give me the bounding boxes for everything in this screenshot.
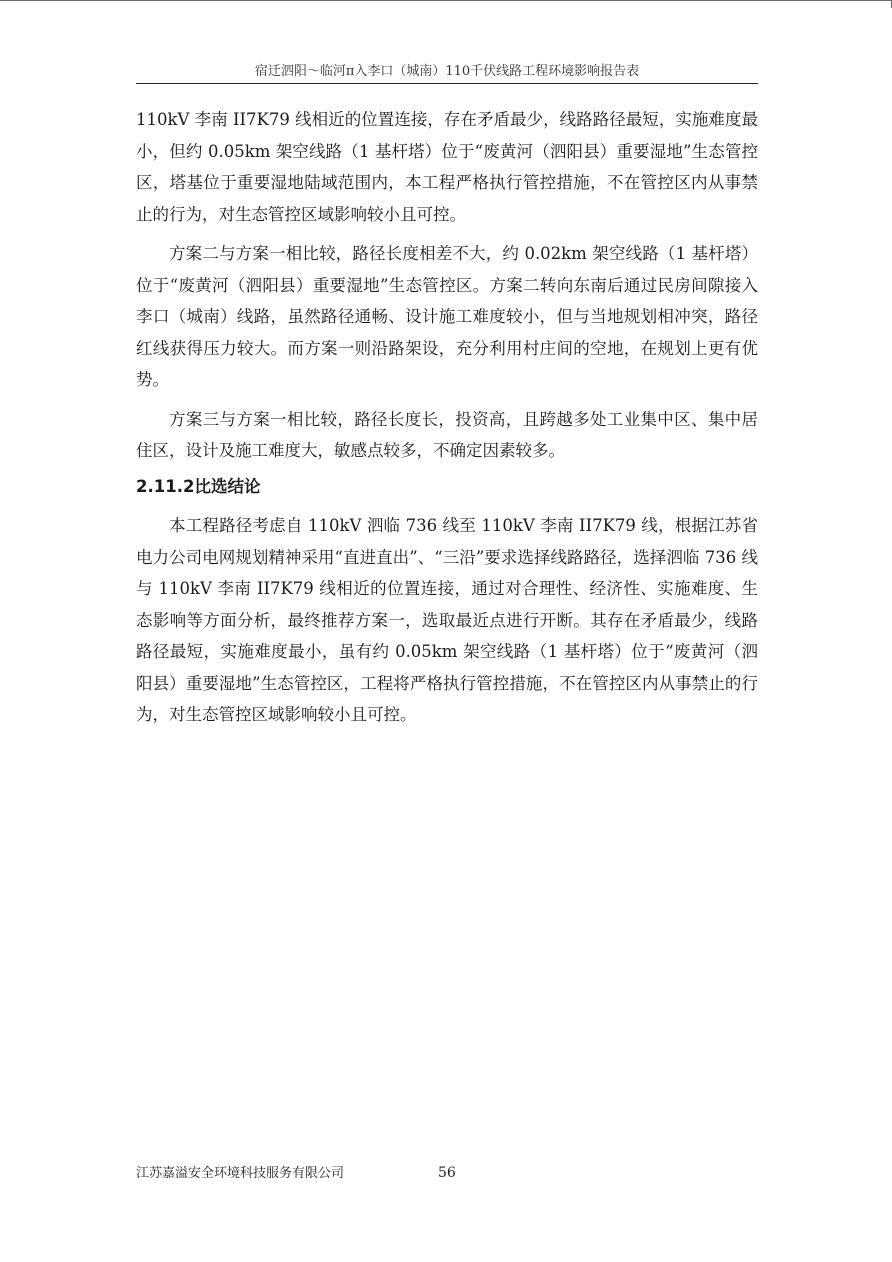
paragraph-scheme-two: 方案二与方案一相比较，路径长度相差不大，约 0.02km 架空线路（1 基杆塔）位于“废黄河（泗阳县）重要湿地”生态管控区。方案二转向东南后通过民房间隙接入李口（城南）线路，虽然路径通畅、设计施工难度较小，但与当地规划相冲突，路径红线获得压力较大。而方案一则沿路架设，充分利用村庄间的空地，在规划上更有优势。	[136, 244, 758, 389]
page-number: 56	[438, 1165, 456, 1181]
document-body	[136, 104, 758, 731]
section-heading: 2.11.2比选结论	[136, 476, 261, 496]
paragraph-scheme-three: 方案三与方案一相比较，路径长度长，投资高，且跨越多处工业集中区、集中居住区，设计及施工难度大，敏感点较多，不确定因素较多。	[136, 409, 758, 460]
header-rule	[136, 83, 758, 84]
paragraph-continued: 110kV 李南 II7K79 线相近的位置连接，存在矛盾最少，线路路径最短，实施难度最小，但约 0.05km 架空线路（1 基杆塔）位于“废黄河（泗阳县）重要湿地”生态管控区，塔基位于重要湿地陆域范围内，本工程严格执行管控措施，不在管控区内从事禁止的行为，对生态管控区域影响较小且可控。	[136, 110, 758, 224]
paragraph-conclusion: 本工程路径考虑自 110kV 泗临 736 线至 110kV 李南 II7K79 线，根据江苏省电力公司电网规划精神采用“直进直出”、“三沿”要求选择线路路径，选择泗临 736 线与 110kV 李南 II7K79 线相近的位置连接，通过对合理性、经济性、实施难度、生态影响等方面分析，最终推荐方案一，选取最近点进行开断。其存在矛盾最少，线路路径最短，实施难度最小，虽有约 0.05km 架空线路（1 基杆塔）位于“废黄河（泗阳县）重要湿地”生态管控区，工程将严格执行管控措施，不在管控区内从事禁止的行为，对生态管控区域影响较小且可控。	[136, 516, 758, 724]
page-top-border	[0, 0, 892, 1]
footer-company: 江苏嘉溢安全环境科技服务有限公司	[136, 1166, 345, 1181]
running-header: 宿迁泗阳～临河π入李口（城南）110千伏线路工程环境影响报告表	[254, 64, 640, 79]
